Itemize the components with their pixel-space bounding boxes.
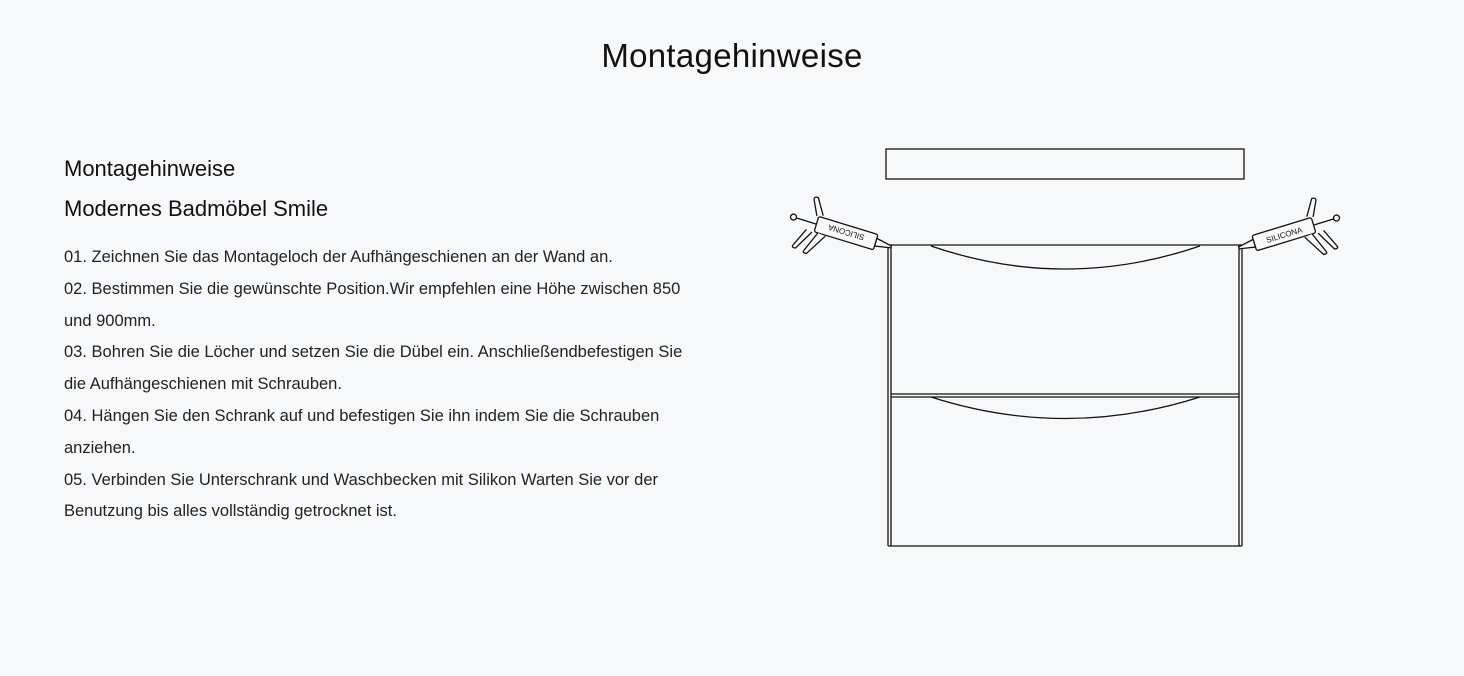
step-item: 04. Hängen Sie den Schrank auf und befestigen Sie ihn indem Sie die Schrauben anziehen. bbox=[64, 406, 660, 457]
step-item: 02. Bestimmen Sie die gewünschte Position.Wir empfehlen eine Höhe zwischen 850 und 900mm. bbox=[64, 279, 681, 330]
assembly-illustration bbox=[780, 130, 1360, 570]
product-name: Modernes Badmöbel Smile bbox=[64, 196, 329, 221]
step-item: 03. Bohren Sie die Löcher und setzen Sie die Dübel ein. Anschließendbefestigen Sie die Aufhängeschienen mit Schrauben. bbox=[64, 343, 683, 394]
drawer-bottom bbox=[931, 397, 1200, 419]
step-item: 05. Verbinden Sie Unterschrank und Waschbecken mit Silikon Warten Sie vor der Benutzung bis alles vollständig getrocknet ist. bbox=[64, 470, 658, 521]
step-item: 01. Zeichnen Sie das Montageloch der Aufhängeschienen an der Wand an. bbox=[64, 248, 613, 266]
left-tube-label: SILICONA bbox=[827, 222, 866, 242]
steps-list bbox=[64, 242, 704, 528]
instructions-heading: Montagehinweise bbox=[64, 156, 236, 181]
sink-top bbox=[886, 149, 1244, 179]
left-silicone-gun-icon bbox=[781, 191, 898, 276]
drawer-top bbox=[931, 246, 1200, 269]
drawer-divider bbox=[891, 394, 1239, 397]
right-silicone-gun-icon bbox=[1231, 192, 1348, 277]
right-tube-label: SILICONA bbox=[1265, 225, 1304, 245]
page-title: Montagehinweise bbox=[601, 37, 863, 74]
cabinet-body bbox=[888, 245, 1242, 546]
instructions-panel bbox=[64, 152, 704, 528]
